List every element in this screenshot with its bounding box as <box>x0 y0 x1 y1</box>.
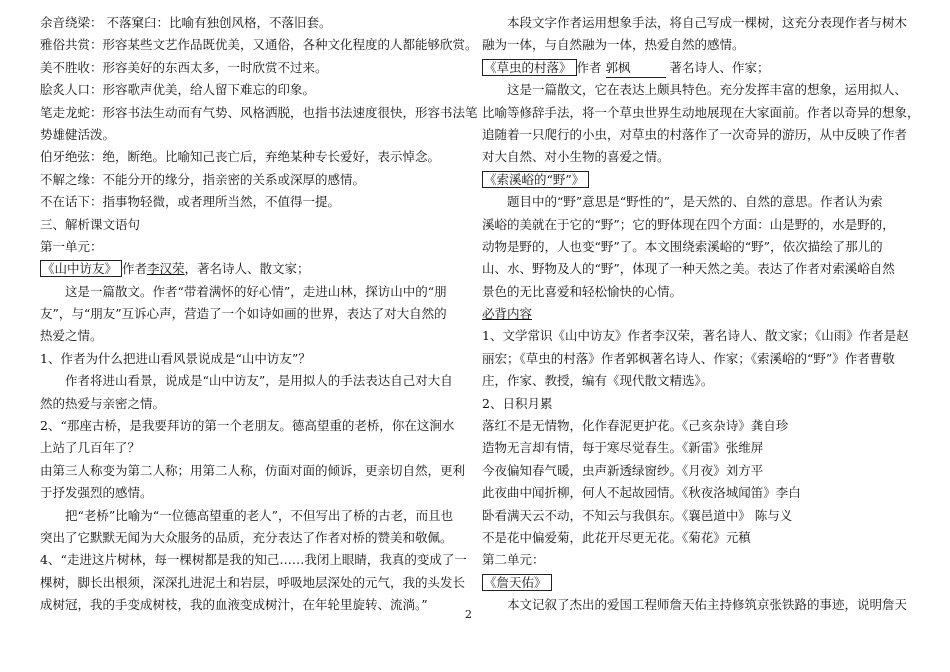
answer-text: 突出了它默默无闻为大众服务的品质，充分表达了作者对桥的赞美和敬佩。 <box>40 529 453 545</box>
body-text: 庄，作家、教授，编有《现代散文精选》。 <box>482 373 714 389</box>
question-text: 4、“走进这片树林，每一棵树都是我的知己……我闭上眼睛，我真的变成了一 <box>40 552 467 568</box>
answer-text: 作者将进山看景，说成是“山中访友”，是用拟人的手法表达自己对大自 <box>65 373 453 389</box>
answer-text: 由第三人称变为第二人称；用第二人称，仿面对面的倾诉，更亲切自然，更利 <box>40 462 466 478</box>
left-column <box>40 12 478 617</box>
lesson-title-box: 《草虫的村落》 <box>482 59 577 76</box>
lesson-title-box: 《索溪峪的“野”》 <box>482 171 589 188</box>
body-text: 融为一体，与自然融为一体，热爱自然的感情。 <box>482 37 745 53</box>
idiom-line: 笔走龙蛇：形容书法生动而有气势、风格洒脱，也指书法速度很快，形容书法笔 <box>40 104 478 120</box>
question-text: 1、作者为什么把进山看风景说成是“山中访友”？ <box>40 350 311 366</box>
body-text: 本文记叙了杰出的爱国工程师詹天佑主持修筑京张铁路的事迹，说明詹天 <box>507 597 908 613</box>
question-text: 成树冠，我的手变成树枝，我的血液变成树汁，在年轮里旋转、流淌。” <box>40 597 428 613</box>
body-text: 这是一篇散文。作者“带着满怀的好心情”，走进山林，探访山中的“朋 <box>65 283 447 299</box>
question-text: 2、“那座古桥，是我要拜访的第一个老朋友。德高望重的老桥，你在这涧水 <box>40 418 455 434</box>
right-column <box>482 12 920 617</box>
body-text: 这是一篇散文，它在表达上颇具特色。充分发挥丰富的想象，运用拟人、 <box>507 82 908 98</box>
answer-text: 把“老桥”比喻为“一位德高望重的老人”，不但写出了桥的古老，而且也 <box>65 507 454 523</box>
question-text: 上站了几百年了？ <box>40 440 141 456</box>
must-memorize-heading <box>482 303 920 325</box>
author-name: 李汉荣 <box>147 261 185 277</box>
section-heading: 三、解析课文语句 <box>40 216 141 232</box>
lesson-title-box: 《山中访友》 <box>40 260 122 277</box>
page-number: 2 <box>465 608 472 621</box>
poem-line: 此夜曲中闻折柳，何人不起故园情。《秋夜洛城闻笛》李白 <box>482 485 801 501</box>
idiom-line: 雅俗共赏：形容某些文艺作品既优美，又通俗，各种文化程度的人都能够欣赏。 <box>40 37 478 53</box>
unit-heading: 第二单元： <box>482 552 545 568</box>
body-text: 热爱之情。 <box>40 328 103 344</box>
lesson-title-line <box>482 57 920 79</box>
author-desc: ，著名诗人、散文家； <box>184 261 310 277</box>
lesson-title-box: 《詹天佑》 <box>482 574 552 591</box>
body-text: 比喻等修辞手法，将一个草虫世界生动地展现在大家面前。作者以奇异的想象， <box>482 104 920 120</box>
author-name: 郭枫 <box>606 59 666 78</box>
body-text: 追随着一只爬行的小虫，对草虫的村落作了一次奇异的游历，从中反映了作者 <box>482 126 908 142</box>
body-text: 溪峪的美就在于它的“野”；它的野体现在四个方面：山是野的，水是野的， <box>482 216 895 232</box>
body-text: 对大自然、对小生物的喜爱之情。 <box>482 149 670 165</box>
author-desc: 著名诗人、作家； <box>669 59 770 75</box>
body-text: 山、水、野物及人的“野”，体现了一种天然之美。表达了作者对索溪峪自然 <box>482 261 895 277</box>
body-text: 题目中的“野”意思是“野性的”，是天然的、自然的意思。作者认为索 <box>507 194 883 210</box>
author-prefix: 作者 <box>576 59 602 75</box>
body-text: 丽宏；《草虫的村落》作者郭枫著名诗人、作家；《索溪峪的“野”》作者曹敬 <box>482 350 895 366</box>
idiom-line: 不解之缘：不能分开的缘分，指亲密的关系或深厚的感情。 <box>40 171 366 187</box>
author-prefix: 作者 <box>122 261 148 277</box>
poem-line: 不是花中偏爱菊，此花开尽更无花。《菊花》元稹 <box>482 529 751 545</box>
subsection-heading: 2、日积月累 <box>482 395 553 411</box>
lesson-title-line <box>482 572 920 594</box>
body-text: 景色的无比喜爱和轻松愉快的心情。 <box>482 283 683 299</box>
idiom-line: 伯牙绝弦：绝，断绝。比喻知己丧亡后，弃绝某种专长爱好，表示悼念。 <box>40 149 441 165</box>
must-memorize-label: 必背内容 <box>482 306 533 322</box>
lesson-title-line <box>482 169 920 191</box>
poem-line: 卧看满天云不动，不知云与我俱东。《襄邑道中》 陈与义 <box>482 507 793 523</box>
body-text: 动物是野的，人也变“野”了。本文围绕索溪峪的“野”，依次描绘了那儿的 <box>482 238 883 254</box>
idiom-line: 不在话下：指事物轻微，或者理所当然，不值得一提。 <box>40 194 341 210</box>
body-text: 本段文字作者运用想象手法，将自己写成一棵树，这充分表现作者与树木 <box>507 15 908 30</box>
poem-line: 今夜偏知春气暖，虫声新透绿窗纱。《月夜》刘方平 <box>482 462 764 478</box>
unit-heading: 第一单元： <box>40 238 103 254</box>
question-text: 棵树，脚长出根须，深深扎进泥土和岩层，呼吸地层深处的元气，我的头发长 <box>40 574 466 590</box>
poem-line: 落红不是无情物，化作春泥更护花。《己亥杂诗》龚自珍 <box>482 418 789 434</box>
body-text: 1、文学常识《山中访友》作者李汉荣，著名诗人、散文家；《山雨》作者是赵 <box>482 328 909 344</box>
idiom-line: 余音绕梁： 不落窠臼：比喻有独创风格，不落旧套。 <box>40 15 332 30</box>
idiom-line: 脍炙人口：形容歌声优美，给人留下难忘的印象。 <box>40 82 316 98</box>
poem-line: 造物无言却有情，每于寒尽觉春生。《新雷》张维屏 <box>482 440 764 456</box>
lesson-title-line <box>40 258 458 280</box>
answer-text: 于抒发强烈的感情。 <box>40 485 153 501</box>
idiom-line: 美不胜收：形容美好的东西太多，一时欣赏不过来。 <box>40 59 328 75</box>
idiom-line: 势雄健活泼。 <box>40 126 116 142</box>
body-text: 友”，与“朋友”互诉心声，营造了一个如诗如画的世界，表达了对大自然的 <box>40 306 447 322</box>
answer-text: 然的热爱与亲密之情。 <box>40 395 166 411</box>
